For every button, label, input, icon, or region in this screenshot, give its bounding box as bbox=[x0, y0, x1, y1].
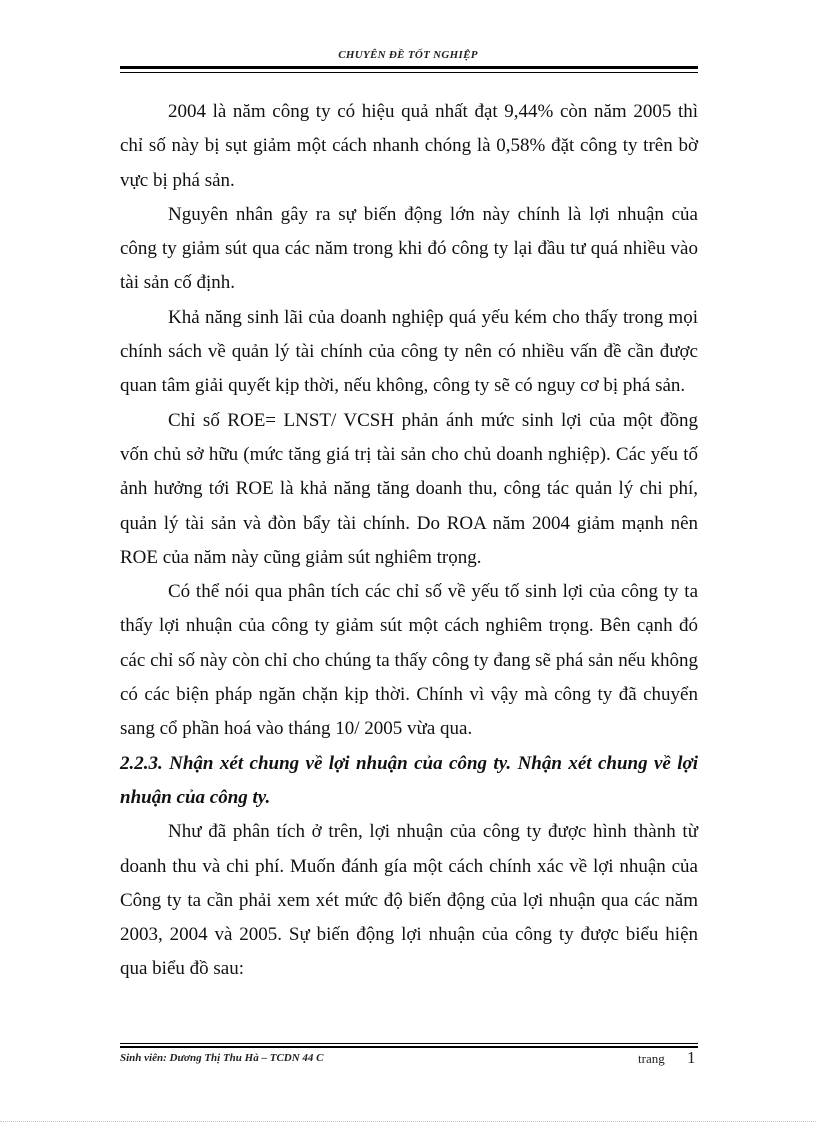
footer-rule-thick bbox=[120, 1046, 698, 1048]
document-body bbox=[120, 95, 698, 987]
page-header-title: CHUYÊN ĐỀ TỐT NGHIỆP bbox=[338, 49, 478, 61]
section-heading: 2.2.3. Nhận xét chung về lợi nhuận của công ty. Nhận xét chung về lợi nhuận của công ty. bbox=[120, 752, 698, 808]
footer-author: Sinh viên: Dương Thị Thu Hà – TCDN 44 C bbox=[120, 1052, 324, 1064]
paragraph: Có thể nói qua phân tích các chỉ số về yếu tố sinh lợi của công ty ta thấy lợi nhuận của công ty giảm sút một cách nghiêm trọng. Bên cạnh đó các chỉ số này còn chỉ cho chúng ta thấy công ty đang sẽ phá sản nếu không có các biện pháp ngăn chặn kịp thời. Chính vì vậy mà công ty đã chuyển sang cổ phần hoá vào tháng 10/ 2005 vừa qua. bbox=[120, 581, 698, 740]
paragraph: Khả năng sinh lãi của doanh nghiệp quá yếu kém cho thấy trong mọi chính sách về quản lý tài chính của công ty nên có nhiều vấn đề cần được quan tâm giải quyết kịp thời, nếu không, công ty sẽ có nguy cơ bị phá sản. bbox=[120, 306, 698, 397]
footer-page-number: 1 bbox=[687, 1048, 696, 1067]
footer-rule-thin bbox=[120, 1043, 698, 1044]
page-edge-divider bbox=[0, 1121, 816, 1122]
paragraph: 2004 là năm công ty có hiệu quả nhất đạt 9,44% còn năm 2005 thì chỉ số này bị sụt giảm một cách nhanh chóng là 0,58% đặt công ty trên bờ vực bị phá sản. bbox=[120, 101, 698, 191]
paragraph: Chỉ số ROE= LNST/ VCSH phản ánh mức sinh lợi của một đồng vốn chủ sở hữu (mức tăng giá trị tài sản cho chủ doanh nghiệp). Các yếu tố ảnh hưởng tới ROE là khả năng tăng doanh thu, công tác quản lý chi phí, quản lý tài sản và đòn bẩy tài chính. Do ROA năm 2004 giảm mạnh nên ROE của năm này cũng giảm sút nghiêm trọng. bbox=[120, 409, 698, 568]
paragraph: Nguyên nhân gây ra sự biến động lớn này chính là lợi nhuận của công ty giảm sút qua các năm trong khi đó công ty lại đầu tư quá nhiều vào tài sản cố định. bbox=[120, 203, 698, 294]
header-rule-thick bbox=[120, 66, 698, 69]
header-rule-thin bbox=[120, 72, 698, 73]
footer-page-label: trang bbox=[638, 1051, 665, 1066]
paragraph: Như đã phân tích ở trên, lợi nhuận của công ty được hình thành từ doanh thu và chi phí. Muốn đánh gía một cách chính xác về lợi nhuận của Công ty ta cần phải xem xét mức độ biến động của lợi nhuận qua các năm 2003, 2004 và 2005. Sự biến động lợi nhuận của công ty được biểu hiện qua biểu đồ sau: bbox=[120, 821, 698, 980]
